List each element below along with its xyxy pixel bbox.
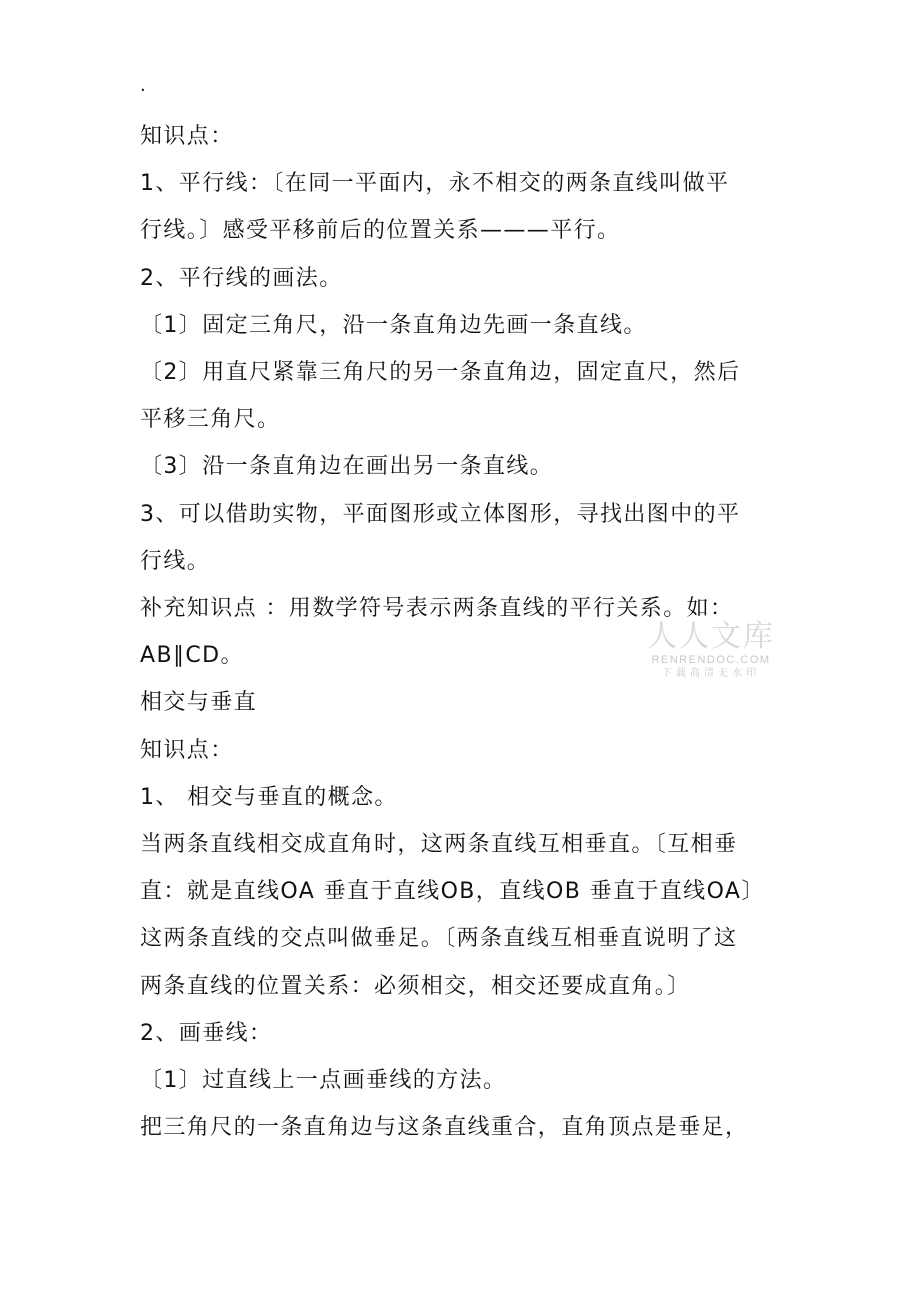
paragraph-line: 两条直线的位置关系：必须相交，相交还要成直角。〕 — [140, 973, 691, 999]
paragraph-line: 行线。 — [140, 548, 211, 574]
watermark-logo — [646, 620, 776, 682]
paragraph-line: 把三角尺的一条直角边与这条直线重合，直角顶点是垂足， — [140, 1115, 749, 1141]
section-heading: 知识点： — [140, 737, 234, 763]
page-mark: . — [140, 75, 146, 96]
paragraph-line: 1、平行线：〔在同一平面内，永不相交的两条直线叫做平 — [140, 171, 730, 197]
watermark-tagline: 下载高清无水印 — [662, 668, 760, 679]
paragraph-line: 行线。〕感受平移前后的位置关系———平行。 — [140, 218, 621, 244]
paragraph-line: 2、平行线的画法。 — [140, 265, 343, 291]
paragraph-line: 补充知识点 ：用数学符号表示两条直线的平行关系。如： — [140, 596, 734, 622]
paragraph-line: 2、画垂线： — [140, 1020, 273, 1046]
paragraph-line: AB∥CD。 — [140, 643, 244, 669]
watermark-site: RENRENDOC.COM — [651, 654, 771, 666]
watermark-title: 人人文库 — [647, 619, 775, 654]
paragraph-line: 〔1〕固定三角尺，沿一条直角边先画一条直线。 — [140, 312, 647, 338]
paragraph-line: 3、可以借助实物，平面图形或立体图形，寻找出图中的平 — [140, 501, 741, 527]
paragraph-line: 1、 相交与垂直的概念。 — [140, 784, 398, 810]
paragraph-line: 当两条直线相交成直角时，这两条直线互相垂直。〔互相垂 — [140, 832, 738, 858]
paragraph-line: 〔1〕过直线上一点画垂线的方法。 — [140, 1068, 507, 1094]
paragraph-line: 〔3〕沿一条直角边在画出另一条直线。 — [140, 454, 554, 480]
section-title: 相交与垂直 — [140, 690, 258, 716]
paragraph-line: 这两条直线的交点叫做垂足。〔两条直线互相垂直说明了这 — [140, 926, 738, 952]
paragraph-line: 〔2〕用直尺紧靠三角尺的另一条直角边，固定直尺，然后 — [140, 360, 741, 386]
paragraph-line: 直：就是直线OA 垂直于直线OB，直线OB 垂直于直线OA〕 — [140, 879, 765, 905]
paragraph-line: 平移三角尺。 — [140, 407, 281, 433]
section-heading: 知识点： — [140, 124, 234, 149]
